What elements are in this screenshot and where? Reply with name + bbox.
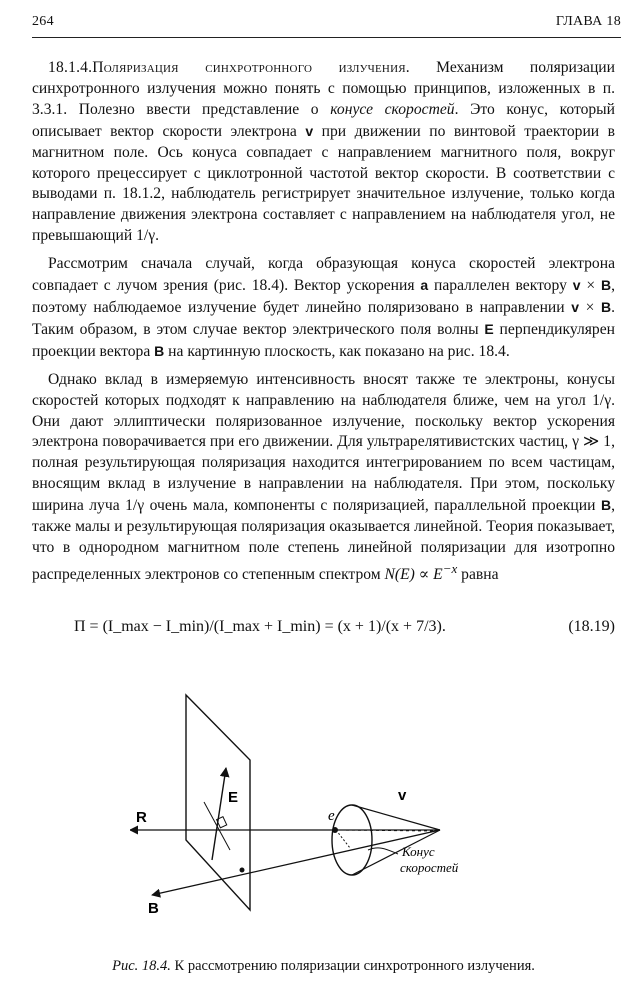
text-run: перпендикулярен проекции вектора [32,320,615,360]
paragraph-3 [32,370,615,586]
paragraph-2 [32,254,615,363]
text-run: Рассмотрим сначала случай, когда образующая конуса скоростей электрона совпадает с лучом зрения (рис. 18.4). Вектор ускорения [32,255,615,295]
vector-v: v [572,277,581,294]
cross-sign: × [580,277,601,295]
vector-v: v [305,122,314,139]
cone-label-line2: скоростей [400,860,459,875]
paragraph-1 [32,58,615,247]
figure-18-4 [130,690,470,930]
page-number: 264 [32,14,54,29]
e-vector-extension [204,802,230,850]
text-run: при движении по винтовой траектории в магнитном поле. Ось конуса совпадает с направлением магнитного поля, вокруг которого прецессирует с циклотронной частотой вектор скорости. В соответствии с выводами п. 18.1.2, наблюдатель регистрирует значительное излучение, только когда направление движения электрона составляет с направлением на наблюдателя угол, не превышающий 1/γ. [32,122,615,245]
spectrum-exponent: −x [442,560,458,576]
vector-v: v [571,298,579,315]
text-run: , также малы и результирующая поляризация оказывается линейной. Теория показывает, что в однородном магнитном поле степень линейной поляризации для изотропно распределенных электронов со степенным спектром [32,497,615,584]
caption-label: Рис. 18.4. [112,958,171,974]
field-line-b [152,830,440,895]
term-velocity-cone: конусе скоростей [330,100,455,118]
text-run: , поэтому наблюдаемое излучение будет линейно поляризовано в направлении [32,277,615,316]
field-intersection [240,868,245,873]
vector-b: B [154,342,165,359]
text-run: на картинную плоскость, как показано на рис. 18.4. [164,342,510,360]
text-run: равна [457,566,499,584]
label-b: B [148,900,159,917]
cone-radius [336,830,350,848]
picture-plane [186,695,250,910]
body-text [32,58,615,593]
text-run: параллелен вектору [428,277,573,295]
power-spectrum: N(E) ∝ E [384,566,443,584]
equation-number: (18.19) [568,618,615,635]
running-head: ГЛАВА 18 [555,14,621,29]
electron-point [332,827,338,833]
section-title: Поляризация синхротронного излучения. [92,59,410,76]
vector-a: a [420,277,429,294]
label-v: v [398,787,407,804]
figure-caption [32,958,615,975]
page-header [32,14,621,36]
section-number: 18.1.4. [48,59,93,76]
cone-label-leader [368,848,398,854]
e-vector [212,768,226,860]
label-e-vector: E [228,789,239,806]
equation-18-19 [32,618,615,642]
cross-sign: × [579,298,601,316]
cone-edge-top [352,805,440,830]
vector-b: B [600,298,612,315]
label-electron: e [328,808,335,824]
vector-b: B [600,277,612,294]
equation-formula: Π = (I_max − I_min)/(I_max + I_min) = (x + 1)/(x + 7/3). [74,618,446,635]
label-r: R [136,809,147,826]
vector-e: E [484,320,494,337]
text-run: Однако вклад в измеряемую интенсивность вносят также те электроны, конусы скоростей которых подходят к направлению на наблюдателя ближе, чем на угол 1/γ. Они дают эллиптически поляризованное излучение, поскольку вектор ускорения электрона поворачивается при его движении. Для ультрарелятивистских частиц, γ ≫ 1, полная результирующая поляризация находится интегрированием по всем частицам, вносящим вклад в излучение в направлении на наблюдателя. При этом, поскольку ширина луча 1/γ очень мала, компоненты с поляризацией, параллельной проекции [32,370,615,515]
header-rule [32,37,621,38]
velocity-cone-base [332,805,372,875]
text-run: . Это конус, который описывает вектор скорости электрона [32,100,615,140]
caption-text: К рассмотрению поляризации синхротронного излучения. [170,958,535,974]
cone-label-line1: Конус [402,844,435,859]
section-heading [48,59,410,76]
text-run: . Таким образом, в этом случае вектор электрического поля волны [32,298,616,338]
vector-b: B [600,497,612,514]
text-run: Механизм поляризации синхротронного излучения можно понять с помощью принципов, изложенных в п. 3.3.1. Полезно ввести представление о [32,59,615,118]
